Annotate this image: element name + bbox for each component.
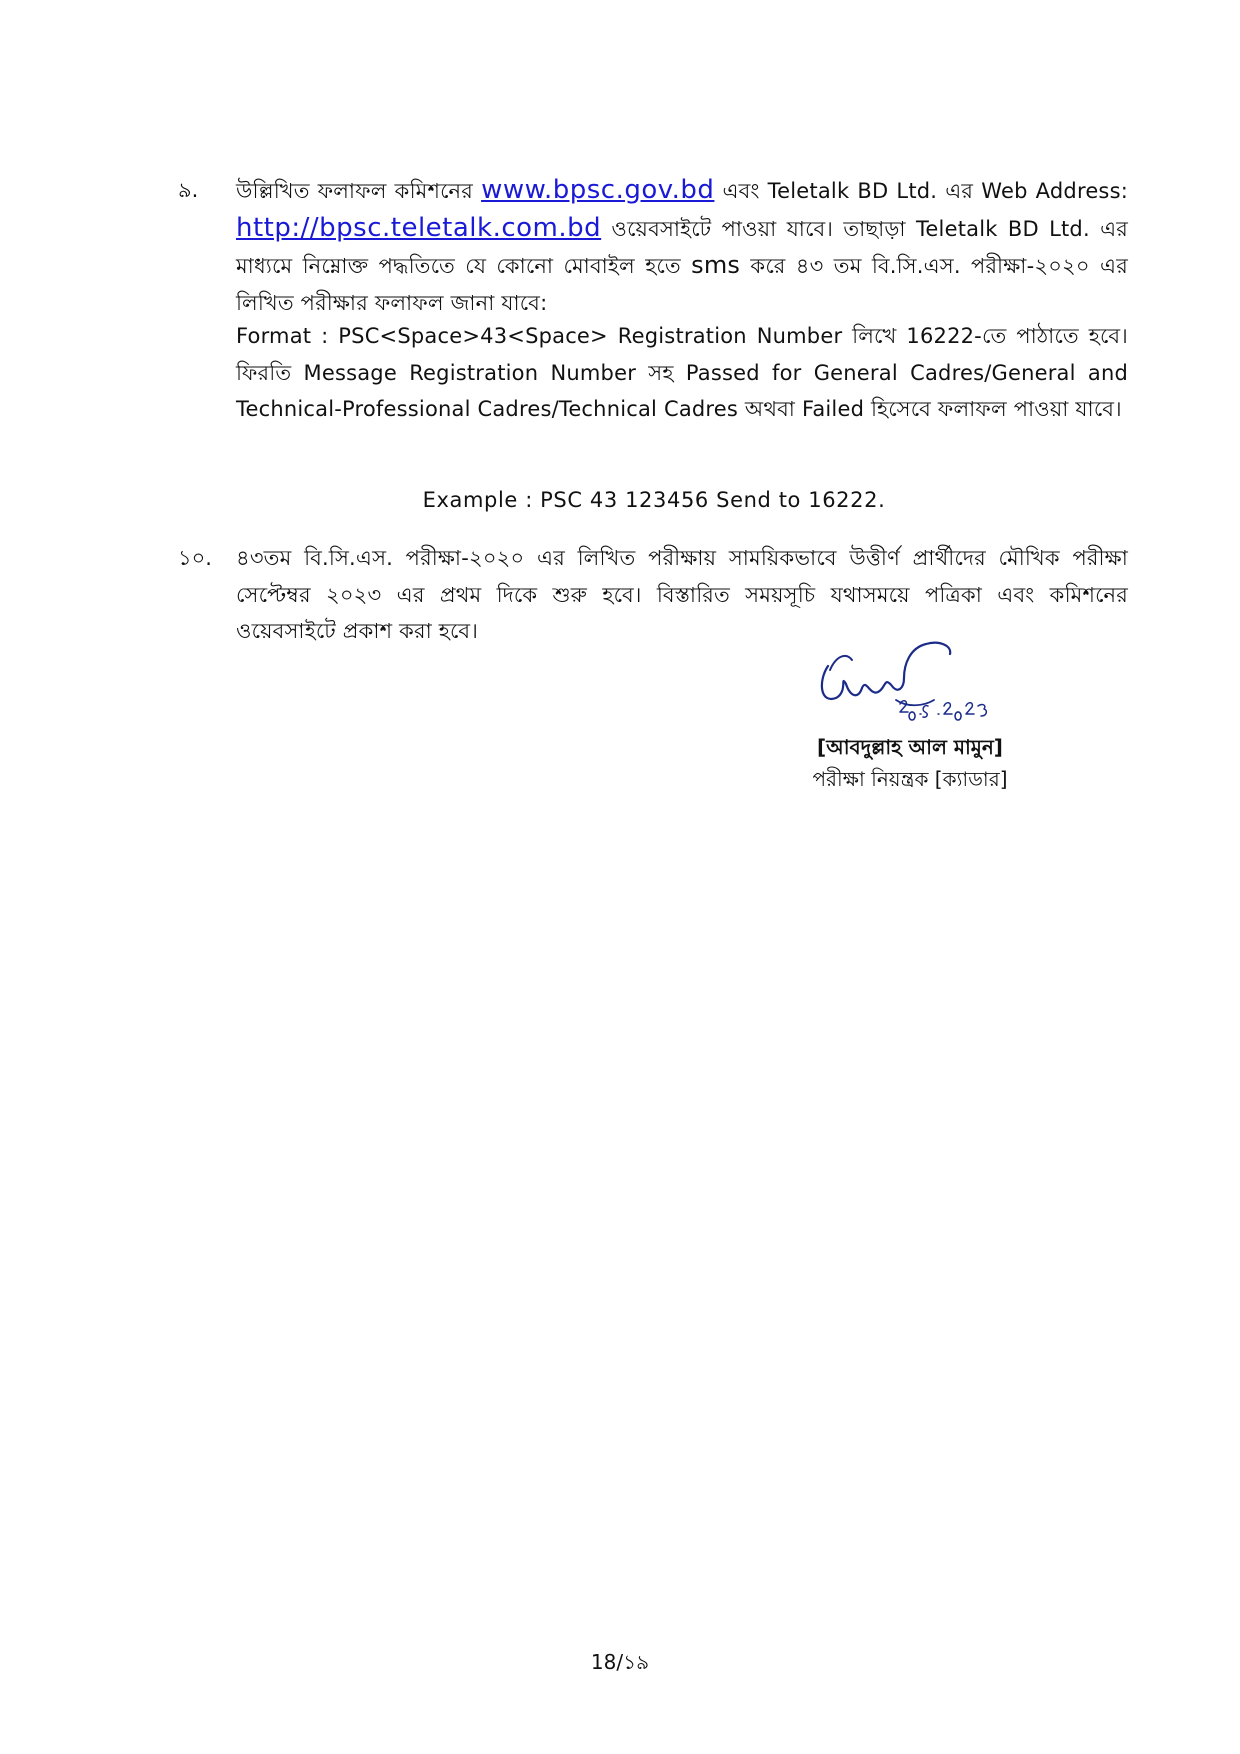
sms-word: sms xyxy=(691,251,741,279)
sms-format-text: Format : PSC<Space>43<Space> Registration Number লিখে 16222-তে পাঠাতে হবে। ফিরতি Message Registration Number সহ Passed for General Cadres/General and Technical-Professional Cadres/Technical Cadres অথবা Failed হিসেবে ফলাফল পাওয়া যাবে। xyxy=(236,324,1128,421)
handwritten-signature xyxy=(800,626,1050,726)
sms-example: Example : PSC 43 123456 Send to 16222. xyxy=(422,488,886,512)
signatory-title: পরীক্ষা নিয়ন্ত্রক [ক্যাডার] xyxy=(812,767,1008,791)
item-9-text-part: ওয়েবসাইটে পাওয়া যাবে। তাছাড়া Teletalk BD Ltd. এর মাধ্যমে নিম্নোক্ত পদ্ধতিতে যে কোনো মোবাইল হতে xyxy=(236,216,1128,278)
item-9-text-part: উল্লিখিত ফলাফল কমিশনের xyxy=(236,179,482,203)
page-number: 18/১৯ xyxy=(590,1650,650,1674)
teletalk-website-link[interactable]: http://bpsc.teletalk.com.bd xyxy=(236,212,602,243)
item-number: ১০. xyxy=(178,546,212,570)
item-9-text xyxy=(236,172,1128,321)
bpsc-website-link[interactable]: www.bpsc.gov.bd xyxy=(481,175,715,205)
item-number: ৯. xyxy=(178,178,199,202)
item-9-text-part: করে ৪৩ তম বি.সি.এস. পরীক্ষা-২০২০ এর লিখিত পরীক্ষার ফলাফল জানা যাবে: xyxy=(236,254,1128,315)
item-9-text-part: এবং Teletalk BD Ltd. এর Web Address: xyxy=(714,179,1128,203)
item-10-text: ৪৩তম বি.সি.এস. পরীক্ষা-২০২০ এর লিখিত পরীক্ষায় সাময়িকভাবে উত্তীর্ণ প্রার্থীদের মৌখিক পরীক্ষা সেপ্টেম্বর ২০২৩ এর প্রথম দিকে শুরু হবে। বিস্তারিত সময়সূচি যথাসময়ে পত্রিকা এবং কমিশনের ওয়েবসাইটে প্রকাশ করা হবে। xyxy=(236,546,1128,643)
signatory-name: [আবদুল্লাহ আল মামুন] xyxy=(817,735,1003,759)
